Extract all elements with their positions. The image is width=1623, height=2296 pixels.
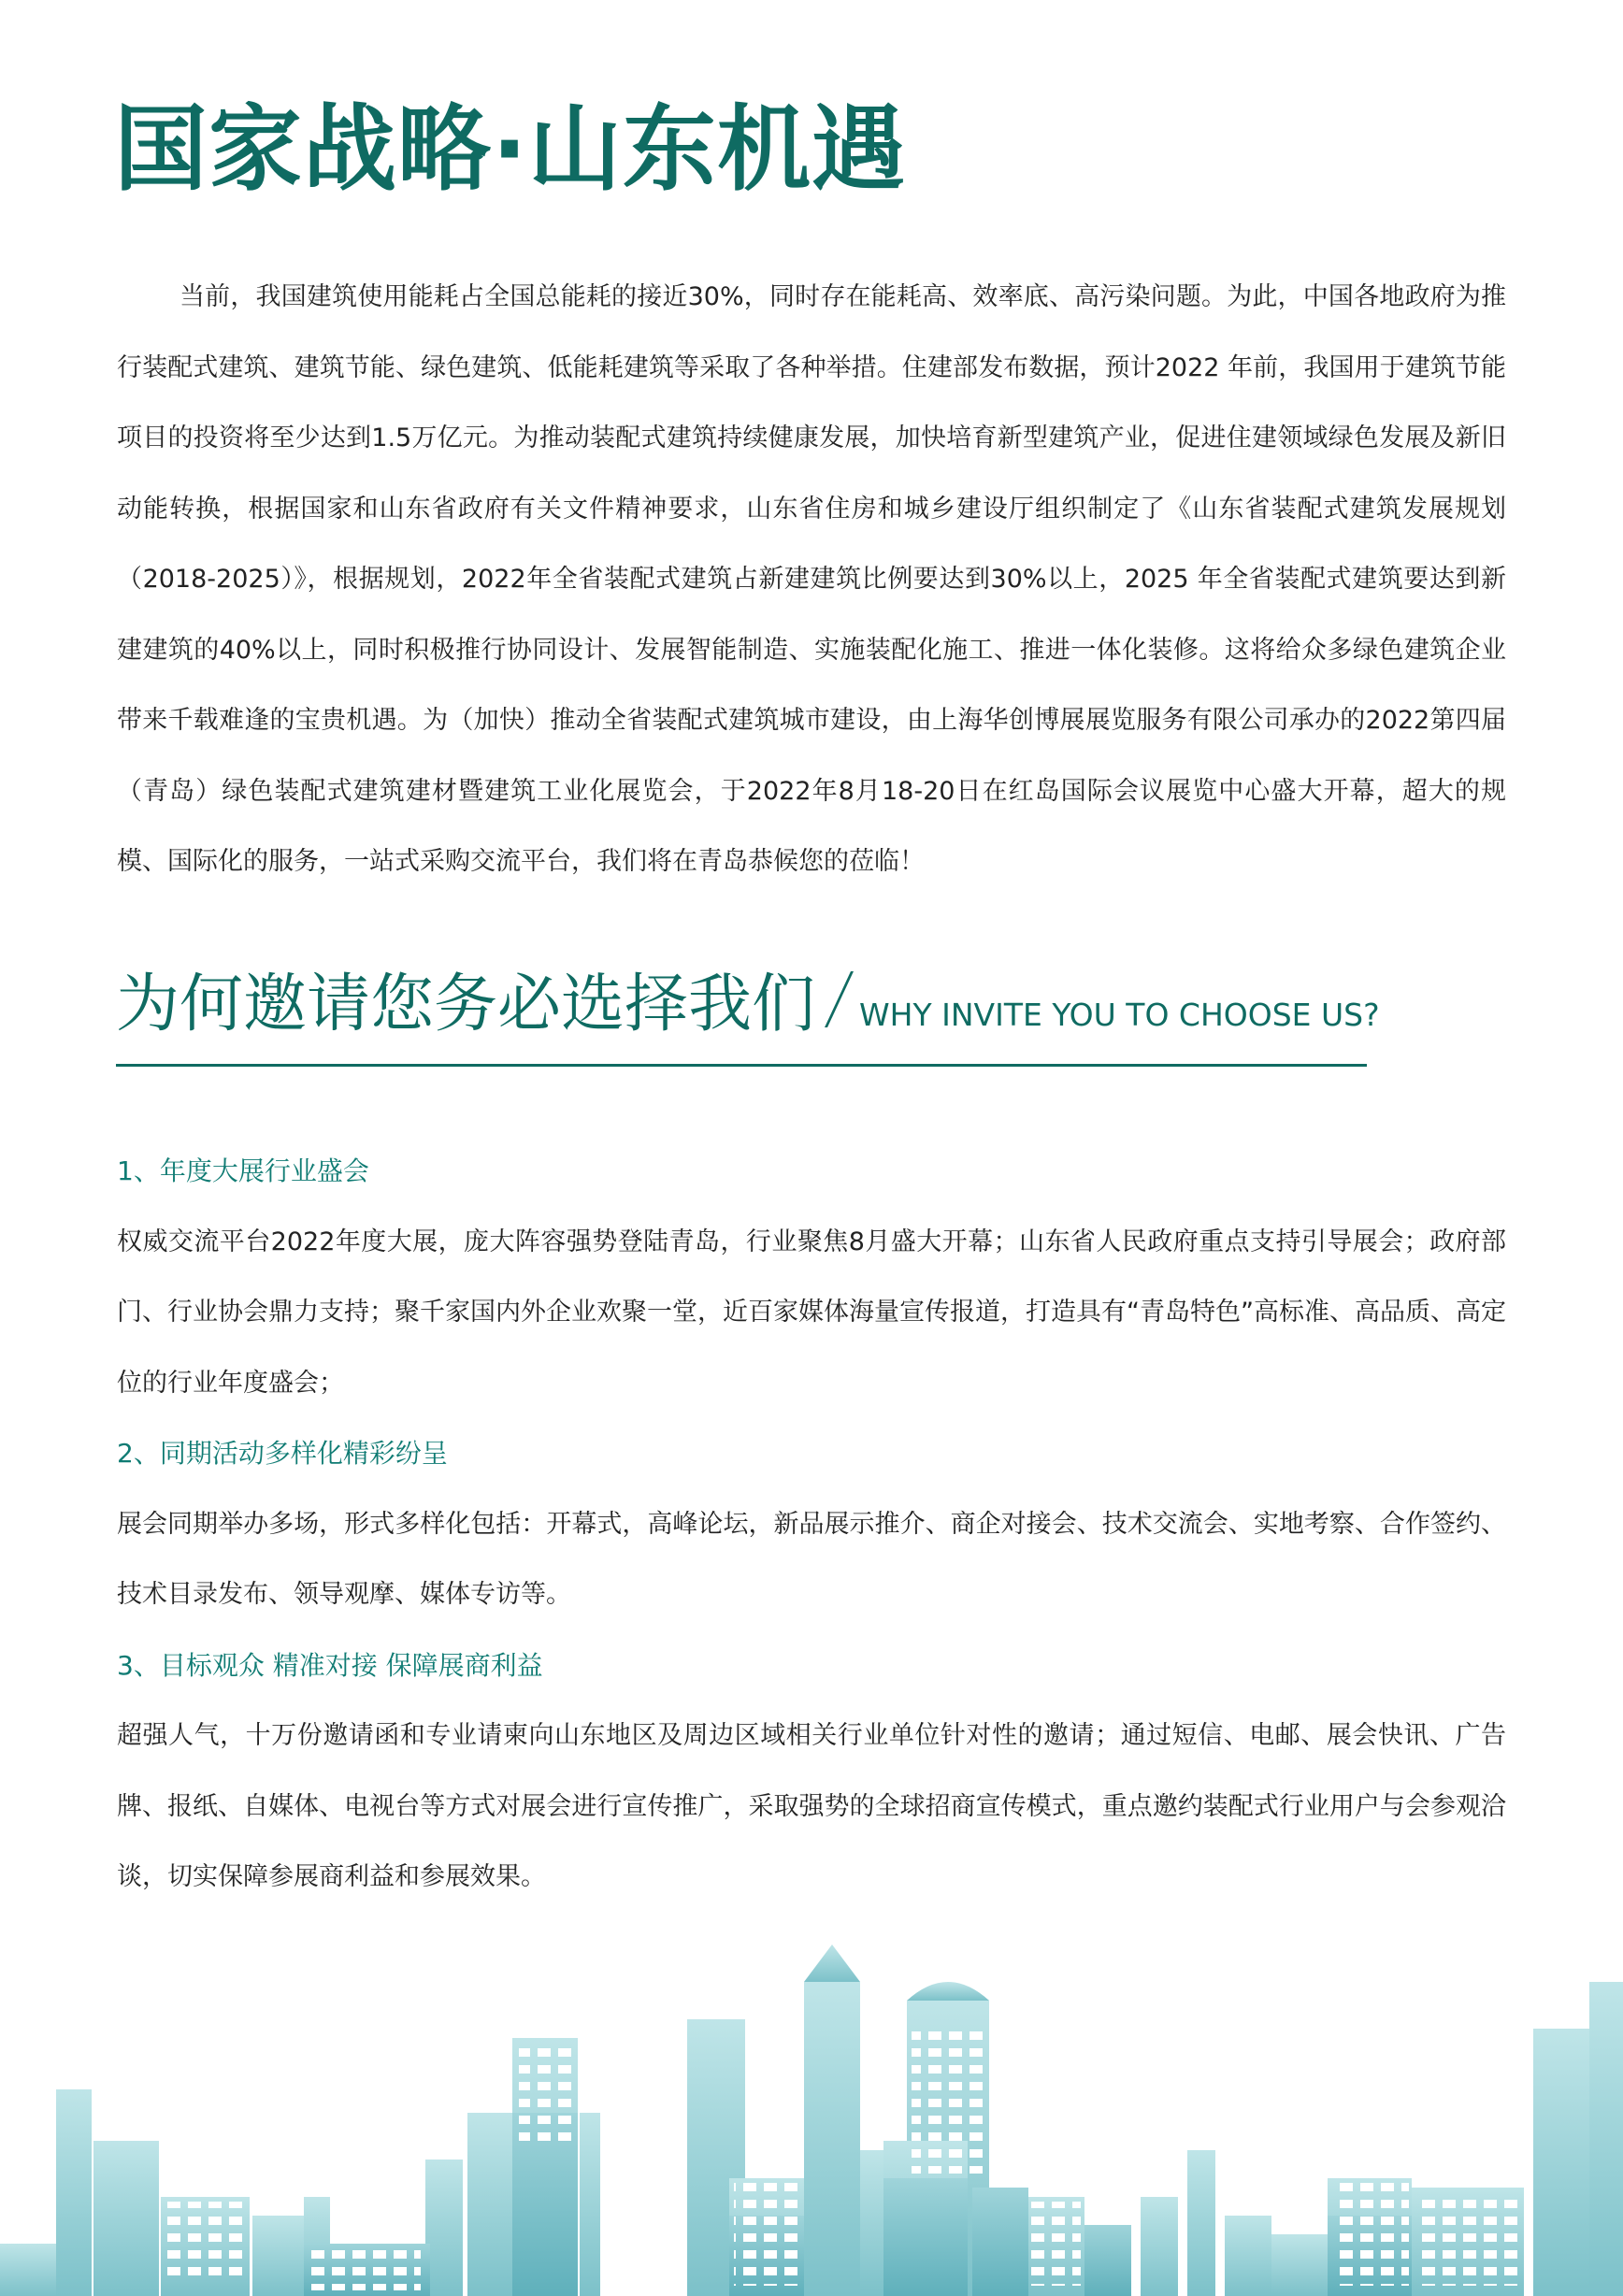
feature-title: 2、同期活动多样化精彩纷呈 <box>117 1438 448 1469</box>
why-section-heading <box>116 954 1380 1067</box>
feature-body: 展会同期举办多场，形式多样化包括：开幕式，高峰论坛，新品展示推介、商企对接会、技术交流会、实地考察、合作签约、技术目录发布、领导观摩、媒体专访等。 <box>117 1509 1506 1609</box>
feature-title: 3、目标观众 精准对接 保障展商利益 <box>117 1649 543 1681</box>
feature-title: 1、年度大展行业盛会 <box>117 1155 369 1186</box>
feature-list <box>117 1136 1506 1913</box>
feature-item <box>117 1136 1506 1418</box>
city-skyline-illustration <box>0 1944 1623 2296</box>
spire <box>804 1944 860 1982</box>
feature-body: 超强人气，十万份邀请函和专业请柬向山东地区及周边区域相关行业单位针对性的邀请；通过短信、电邮、展会快讯、广告牌、报纸、自媒体、电视台等方式对展会进行宣传推广，采取强势的全球招商宣传模式，重点邀约装配式行业用户与会参观洽谈，切实保障参展商利益和参展效果。 <box>117 1721 1506 1891</box>
feature-item <box>117 1630 1506 1913</box>
rounded-top <box>907 1982 989 2001</box>
feature-item <box>117 1418 1506 1630</box>
feature-body: 权威交流平台2022年度大展，庞大阵容强势登陆青岛，行业聚焦8月盛大开幕；山东省人民政府重点支持引导展会；政府部门、行业协会鼎力支持；聚千家国内外企业欢聚一堂，近百家媒体海量宣传报道，打造具有“青岛特色”高标准、高品质、高定位的行业年度盛会； <box>117 1227 1506 1398</box>
slash-divider-icon <box>825 971 854 1027</box>
intro-paragraph: 当前，我国建筑使用能耗占全国总能耗的接近30%，同时存在能耗高、效率底、高污染问题。为此，中国各地政府为推行装配式建筑、建筑节能、绿色建筑、低能耗建筑等采取了各种举措。住建部发布数据，预计2022 年前，我国用于建筑节能项目的投资将至少达到1.5万亿元。为推动装配式建筑持续健康发展，加快培育新型建筑产业，促进住建领域绿色发展及新旧动能转换，根据国家和山东省政府有关文件精神要求，山东省住房和城乡建设厅组织制定了《山东省装配式建筑发展规划（2018-2025）》，根据规划，2022年全省装配式建筑占新建建筑比例要达到30%以上，2025 年全省装配式建筑要达到新建建筑的40%以上，同时积极推行协同设计、发展智能制造、实施装配化施工、推进一体化装修。这将给众多绿色建筑企业带来千载难逢的宝贵机遇。为（加快）推动全省装配式建筑城市建设，由上海华创博展展览服务有限公司承办的2022第四届（青岛）绿色装配式建筑建材暨建筑工业化展览会，于2022年8月18-20日在红岛国际会议展览中心盛大开幕，超大的规模、国际化的服务，一站式采购交流平台，我们将在青岛恭候您的莅临！ <box>117 282 1506 876</box>
page-title: 国家战略·山东机遇 <box>114 94 906 204</box>
why-title-en: WHY INVITE YOU TO CHOOSE US? <box>859 997 1380 1033</box>
why-title-cn: 为何邀请您务必选择我们 <box>116 968 816 1041</box>
